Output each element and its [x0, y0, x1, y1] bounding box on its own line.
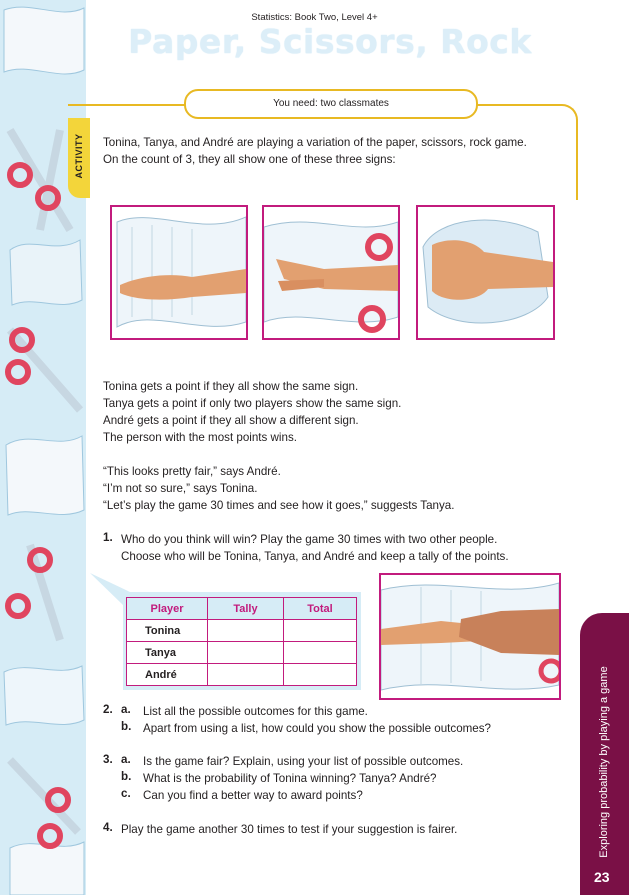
table-row — [127, 642, 357, 664]
question-4-text: Play the game another 30 times to test if your suggestion is fairer. — [121, 823, 458, 836]
tally-player-tonina: Tonina — [127, 620, 208, 642]
scissors-vs-paper-image — [379, 573, 561, 700]
chapter-tab — [580, 613, 629, 895]
tally-header-total: Total — [284, 598, 357, 620]
tally-header-tally: Tally — [208, 598, 284, 620]
rock-sign-image — [416, 205, 555, 340]
table-row — [127, 620, 357, 642]
dialogue-andre: “This looks pretty fair,” says André. — [103, 465, 281, 478]
tally-player-tanya: Tanya — [127, 642, 208, 664]
page-title: Paper, Scissors, Rock — [128, 22, 532, 61]
tally-cell — [208, 620, 284, 642]
paper-sign-image — [110, 205, 248, 340]
question-2-number: 2. — [103, 703, 113, 716]
question-1-number: 1. — [103, 531, 113, 544]
question-2b-text: Apart from using a list, how could you show the possible outcomes? — [143, 722, 491, 735]
question-1-line-2: Choose who will be Tonina, Tanya, and André and keep a tally of the points. — [121, 550, 509, 563]
question-3b-text: What is the probability of Tonina winning? Tanya? André? — [143, 772, 437, 785]
page-number: 23 — [594, 869, 610, 885]
activity-tab-label: ACTIVITY — [74, 133, 84, 179]
question-3c-text: Can you find a better way to award points? — [143, 789, 363, 802]
intro-line-2: On the count of 3, they all show one of these three signs: — [103, 153, 396, 166]
question-3a-label: a. — [121, 753, 131, 766]
dialogue-tonina: “I’m not so sure,” says Tonina. — [103, 482, 258, 495]
activity-tab — [68, 118, 90, 198]
question-4-number: 4. — [103, 821, 113, 834]
you-need-box — [184, 89, 478, 119]
question-3a-text: Is the game fair? Explain, using your list of possible outcomes. — [143, 755, 464, 768]
rule-1: Tonina gets a point if they all show the same sign. — [103, 380, 359, 393]
table-row — [127, 664, 357, 686]
scissors-hand-icon — [264, 207, 398, 338]
series-label: Statistics: Book Two, Level 4+ — [251, 12, 378, 23]
rule-2: Tanya gets a point if only two players show the same sign. — [103, 397, 402, 410]
question-2b-label: b. — [121, 720, 132, 733]
tally-cell — [208, 642, 284, 664]
scissors-sign-image — [262, 205, 400, 340]
hands-playing-icon — [381, 575, 559, 698]
tally-table — [126, 597, 357, 686]
question-3c-label: c. — [121, 787, 131, 800]
tally-header-player: Player — [127, 598, 208, 620]
dialogue-tanya: “Let’s play the game 30 times and see how it goes,” suggests Tanya. — [103, 499, 455, 512]
total-cell — [284, 642, 357, 664]
question-3b-label: b. — [121, 770, 132, 783]
tally-player-andre: André — [127, 664, 208, 686]
tally-cell — [208, 664, 284, 686]
rock-hand-icon — [418, 207, 553, 338]
rule-4: The person with the most points wins. — [103, 431, 297, 444]
chapter-tab-text: Exploring probability by playing a game — [598, 666, 610, 858]
question-2a-label: a. — [121, 703, 131, 716]
rule-3: André gets a point if they all show a different sign. — [103, 414, 359, 427]
total-cell — [284, 664, 357, 686]
total-cell — [284, 620, 357, 642]
intro-line-1: Tonina, Tanya, and André are playing a variation of the paper, scissors, rock game. — [103, 136, 527, 149]
question-1-line-1: Who do you think will win? Play the game 30 times with two other people. — [121, 533, 498, 546]
question-3-number: 3. — [103, 753, 113, 766]
question-2a-text: List all the possible outcomes for this game. — [143, 705, 368, 718]
paper-hand-icon — [112, 207, 246, 338]
you-need-text: You need: two classmates — [273, 98, 389, 109]
